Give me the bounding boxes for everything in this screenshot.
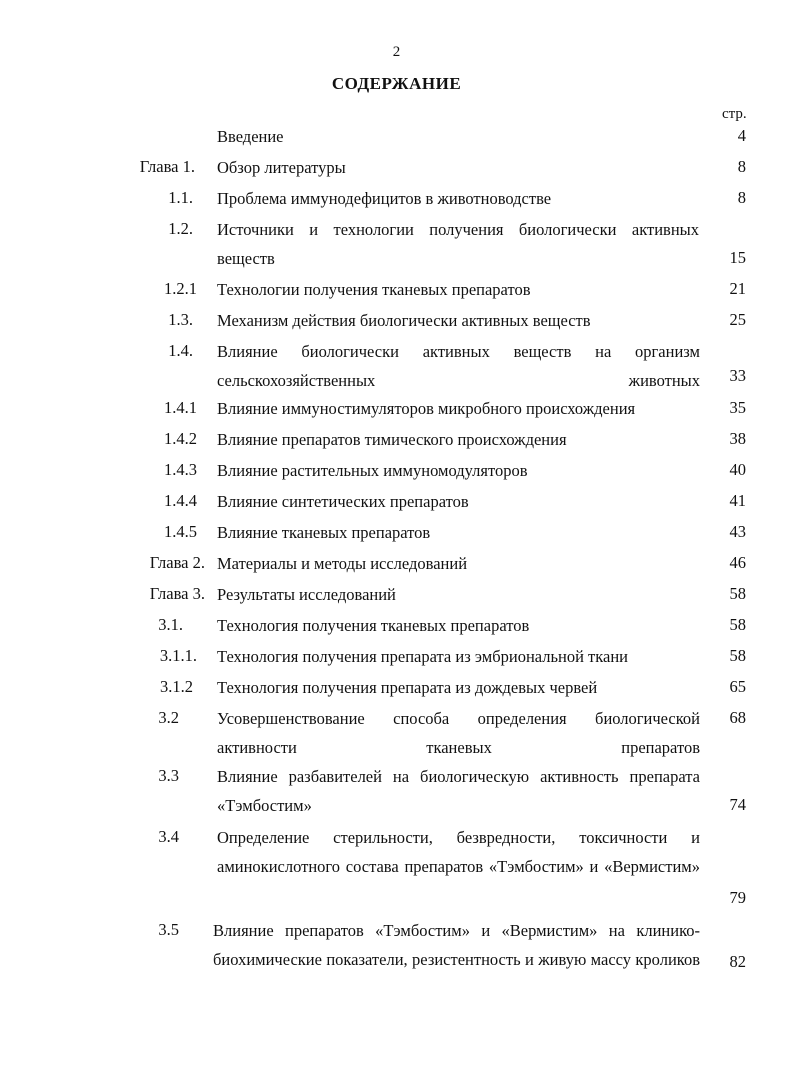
toc-entry-number: 3.2	[158, 708, 179, 727]
page-title: СОДЕРЖАНИЕ	[331, 74, 462, 93]
toc-entry-number: Глава 1.	[139, 157, 195, 176]
toc-entry-page: 35	[729, 398, 746, 417]
toc-entry-text: Обзор литературы	[217, 158, 346, 177]
toc-entry-number: 1.1.	[168, 188, 193, 207]
toc-entry-page: 25	[729, 310, 746, 329]
toc-entry-page: 8	[737, 188, 746, 207]
toc-entry-page: 58	[729, 646, 746, 665]
toc-entry-number: 1.4.4	[164, 491, 197, 510]
toc-entry-page: 4	[737, 126, 746, 145]
toc-entry-page: 68	[729, 708, 746, 727]
toc-entry-text: Влияние растительных иммуномодуляторов	[217, 461, 528, 480]
toc-entry-text: Источники и технологии получения биологически активных веществ	[217, 220, 699, 268]
toc-entry-number: 1.4.2	[164, 429, 197, 448]
toc-entry-number: 1.4.1	[164, 398, 197, 417]
page-column-label: стр.	[722, 106, 747, 122]
toc-entry-number: 3.5	[158, 920, 179, 939]
toc-entry-page: 74	[729, 795, 746, 814]
toc-entry-text: Технология получения тканевых препаратов	[217, 616, 530, 635]
toc-entry-text: Технология получения препарата из дождевых червей	[217, 678, 598, 697]
toc-entry-text: Технологии получения тканевых препаратов	[217, 280, 531, 299]
toc-entry-number: 3.1.1.	[159, 646, 197, 665]
toc-entry-number: 1.4.	[168, 341, 193, 360]
toc-entry-page: 82	[729, 952, 746, 971]
toc-entry-text: Материалы и методы исследований	[217, 554, 468, 573]
toc-entry-page: 33	[729, 366, 746, 385]
toc-entry-page: 46	[729, 553, 746, 572]
toc-entry-text: Технология получения препарата из эмбриональной ткани	[217, 647, 629, 666]
toc-entry-number: 3.3	[158, 766, 179, 785]
toc-entry-page: 58	[729, 615, 746, 634]
toc-entry-text: Влияние иммуностимуляторов микробного происхождения	[217, 399, 636, 418]
toc-entry-number: 1.4.5	[164, 522, 197, 541]
toc-entry-text: Введение	[217, 127, 284, 146]
toc-entry-number: 3.1.	[158, 615, 183, 634]
toc-entry-text: Проблема иммунодефицитов в животноводстве	[217, 189, 552, 208]
toc-entry-page: 65	[729, 677, 746, 696]
toc-entry-text: Влияние биологически активных веществ на организм сельскохозяйственных животных	[217, 342, 700, 390]
toc-entry-number: Глава 3.	[149, 584, 205, 603]
toc-entry-page: 40	[729, 460, 746, 479]
toc-entry-number: 3.4	[158, 827, 179, 846]
toc-entry-text: Влияние препаратов тимического происхождения	[217, 430, 567, 449]
toc-entry-number: 1.2.	[168, 219, 193, 238]
toc-entry-text: Влияние тканевых препаратов	[217, 523, 431, 542]
toc-entry-page: 79	[729, 888, 746, 907]
toc-entry-page: 58	[729, 584, 746, 603]
toc-entry-page: 38	[729, 429, 746, 448]
toc-entry-number: 1.3.	[168, 310, 193, 329]
toc-entry-number: Глава 2.	[149, 553, 205, 572]
toc-entry-number: 1.2.1	[164, 279, 197, 298]
page-number: 2	[392, 44, 401, 60]
toc-entry-text: Влияние препаратов «Тэмбостим» и «Вермистим» на клинико-биохимические показатели, резистентность и живую массу кроликов	[213, 921, 700, 969]
toc-entry-page: 41	[729, 491, 746, 510]
toc-entry-page: 15	[729, 248, 746, 267]
toc-entry-text: Определение стерильности, безвредности, токсичности и аминокислотного состава препаратов «Тэмбостим» и «Вермистим»	[217, 828, 700, 876]
toc-entry-number: 3.1.2	[160, 677, 193, 696]
toc-entry-page: 43	[729, 522, 746, 541]
toc-entry-page: 8	[737, 157, 746, 176]
toc-entry-text: Результаты исследований	[217, 585, 396, 604]
toc-entry-text: Влияние синтетических препаратов	[217, 492, 469, 511]
toc-entry-text: Усовершенствование способа определения биологической активности тканевых препаратов	[217, 709, 700, 757]
toc-entry-page: 21	[729, 279, 746, 298]
toc-entry-text: Механизм действия биологически активных веществ	[217, 311, 591, 330]
toc-entry-text: Влияние разбавителей на биологическую активность препарата «Тэмбостим»	[217, 767, 700, 815]
toc-entry-number: 1.4.3	[164, 460, 197, 479]
